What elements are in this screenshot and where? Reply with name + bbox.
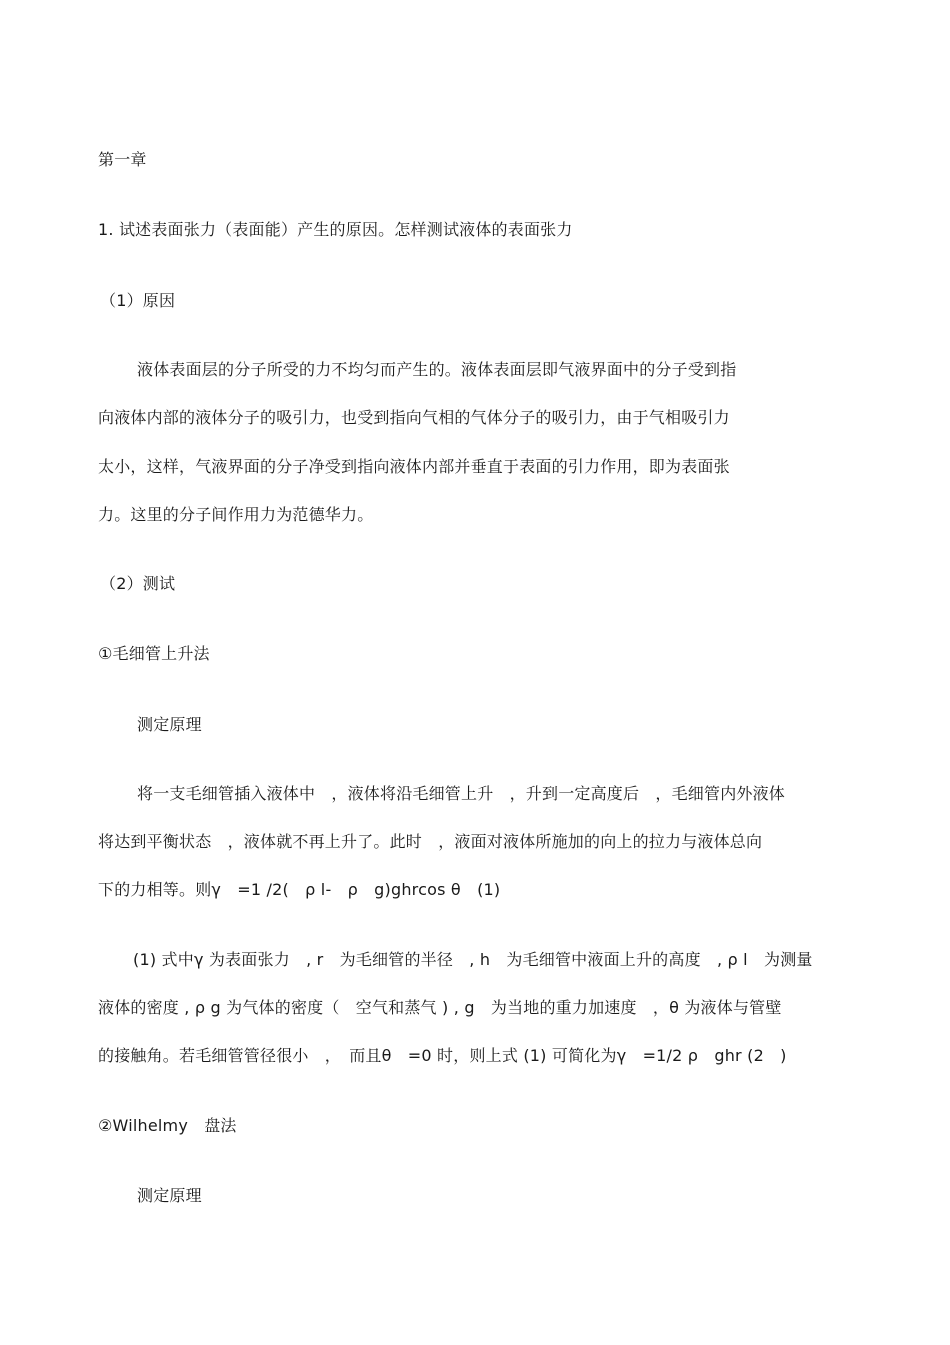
reason-paragraph-line-4: 力。这里的分子间作用力为范德华力。	[98, 505, 374, 524]
question-heading: 1. 试述表面张力（表面能）产生的原因。怎样测试液体的表面张力	[98, 220, 573, 239]
reason-paragraph-line-3: 太小，这样，气液界面的分子净受到指向液体内部并垂直于表面的引力作用，即为表面张	[98, 457, 730, 476]
method-1-heading: ①毛细管上升法	[98, 644, 210, 663]
method-1-principle-label: 测定原理	[137, 715, 202, 734]
method-2-heading: ②Wilhelmy 盘法	[98, 1116, 237, 1135]
method-2-principle-label: 测定原理	[137, 1186, 202, 1205]
method-1-formula-line: 下的力相等。则γ =1 /2( ρ l- ρ g)ghrcos θ (1)	[98, 880, 501, 899]
section-test-heading: （2）测试	[100, 574, 176, 593]
method-1-explanation-line-1: (1) 式中γ 为表面张力 , r 为毛细管的半径 , h 为毛细管中液面上升的高度 , ρ l 为测量	[133, 950, 813, 969]
method-1-explanation-line-3: 的接触角。若毛细管管径很小 ， 而且θ =0 时，则上式 (1) 可简化为γ =1/2 ρ ghr (2 )	[98, 1046, 787, 1065]
reason-paragraph-line-2: 向液体内部的液体分子的吸引力，也受到指向气相的气体分子的吸引力，由于气相吸引力	[98, 408, 730, 427]
section-reason-heading: （1）原因	[100, 291, 176, 310]
method-1-explanation-line-2: 液体的密度 , ρ g 为气体的密度（ 空气和蒸气 ) , g 为当地的重力加速度 ，θ 为液体与管壁	[98, 998, 782, 1017]
chapter-title: 第一章	[98, 150, 147, 169]
reason-paragraph-line-1: 液体表面层的分子所受的力不均匀而产生的。液体表面层即气液界面中的分子受到指	[137, 360, 737, 379]
method-1-paragraph-line-1: 将一支毛细管插入液体中 ，液体将沿毛细管上升 ，升到一定高度后 ，毛细管内外液体	[137, 784, 786, 803]
method-1-paragraph-line-2: 将达到平衡状态 ，液体就不再上升了。此时 ，液面对液体所施加的向上的拉力与液体总向	[98, 832, 763, 851]
